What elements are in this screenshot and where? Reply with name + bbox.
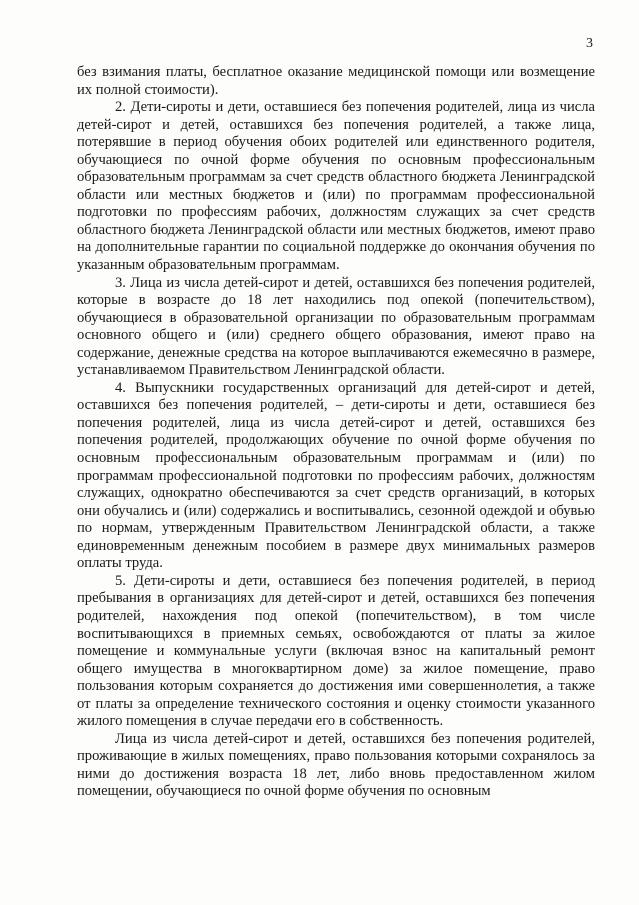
paragraph-item-3: 3. Лица из числа детей-сирот и детей, оставшихся без попечения родителей, которые в возрасте до 18 лет находились под опекой (попечительством), обучающиеся в образовательной организации по образовательным программам основного общего и (или) среднего общего образования, имеют право на содержание, денежные средства на которое выплачиваются ежемесячно в размере, устанавливаемом Правительством Ленинградской области. [77,274,595,379]
paragraph-item-4: 4. Выпускники государственных организаций для детей-сирот и детей, оставшихся без попечения родителей, – дети-сироты и дети, оставшиеся без попечения родителей, лица из числа детей-сирот и детей, оставшихся без попечения родителей, продолжающих обучение по очной форме обучения по основным профессиональным образовательным программам и (или) по программам профессиональной подготовки по профессиям рабочих, должностям служащих, однократно обеспечиваются за счет средств организаций, в которых они обучались и (или) содержались и воспитывались, сезонной одеждой и обувью по нормам, утвержденным Правительством Ленинградской области, а также единовременным денежным пособием в размере двух минимальных размеров оплаты труда. [77,379,595,572]
paragraph-item-5: 5. Дети-сироты и дети, оставшиеся без попечения родителей, в период пребывания в организациях для детей-сирот и детей, оставшихся без попечения родителей, нахождения под опекой (попечительством), в том числе воспитывающихся в приемных семьях, освобождаются от платы за жилое помещение и коммунальные услуги (включая взнос на капитальный ремонт общего имущества в многоквартирном доме) за жилое помещение, право пользования которым сохраняется до достижения ими совершеннолетия, а также от платы за определение технического состояния и оценку стоимости указанного жилого помещения в случае передачи его в собственность. [77,572,595,730]
page-number: 3 [586,36,593,51]
paragraph-item-5-continued: Лица из числа детей-сирот и детей, оставшихся без попечения родителей, проживающие в жилых помещениях, право пользования которыми сохранялось за ними до достижения возраста 18 лет, либо вновь предоставленном жилом помещении, обучающиеся по очной форме обучения по основным [77,730,595,800]
document-body [77,64,595,801]
paragraph-continuation: без взимания платы, бесплатное оказание медицинской помощи или возмещение их полной стоимости). [77,64,595,98]
paragraph-item-2: 2. Дети-сироты и дети, оставшиеся без попечения родителей, лица из числа детей-сирот и детей, оставшихся без попечения родителей, а также лица, потерявшие в период обучения обоих родителей или единственного родителя, обучающиеся по очной форме обучения по основным профессиональным образовательным программам за счет средств областного бюджета Ленинградской области или местных бюджетов и (или) по программам профессиональной подготовки по профессиям рабочих, должностям служащих за счет средств областного бюджета Ленинградской области или местных бюджетов, имеют право на дополнительные гарантии по социальной поддержке до окончания обучения по указанным образовательным программам. [77,99,595,274]
